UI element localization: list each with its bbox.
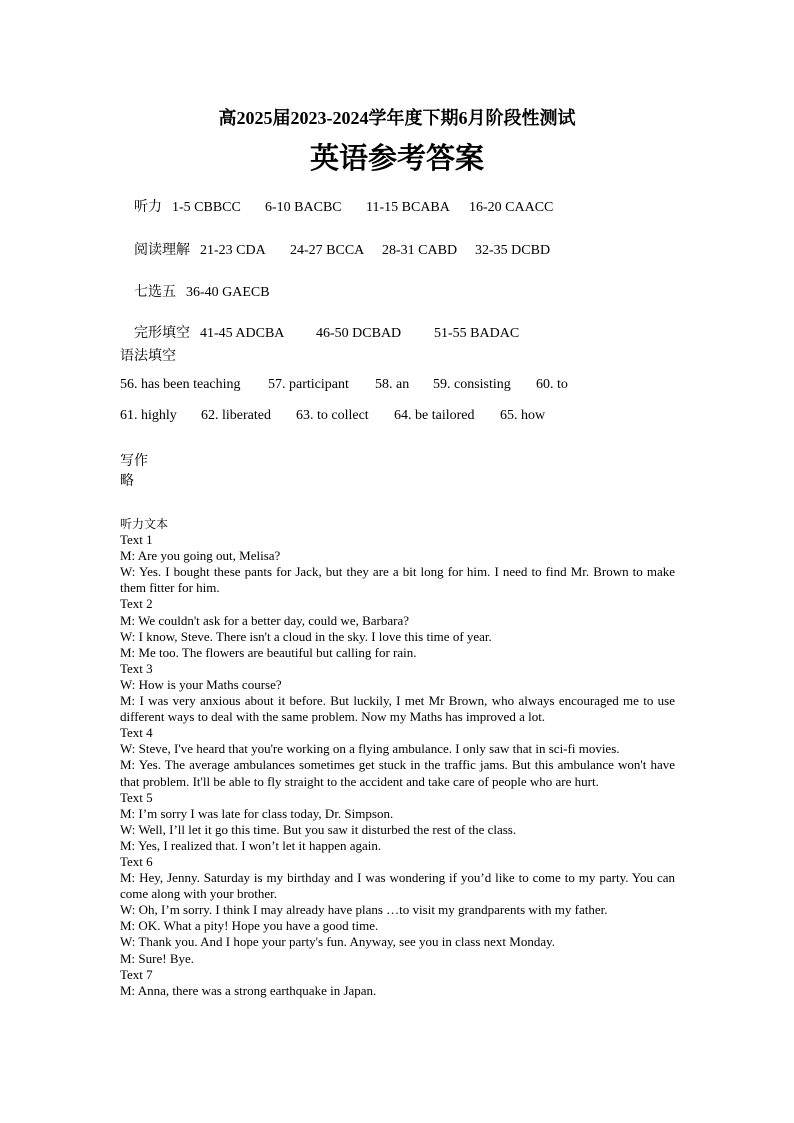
grammar-answer: 64. be tailored — [394, 408, 475, 423]
grammar-answer: 60. to — [536, 377, 568, 392]
transcript-line: M: Yes, I realized that. I won’t let it happen again. — [120, 837, 382, 853]
transcript-line: Text 4 — [120, 725, 153, 741]
document-title: 英语参考答案 — [309, 143, 484, 175]
answer-group: 16-20 CAACC — [469, 200, 554, 215]
writing-value: 略 — [120, 474, 134, 489]
answer-group: 24-27 BCCA — [290, 243, 365, 258]
answer-group: 21-23 CDA — [200, 243, 266, 258]
transcript-line: M: Yes. The average ambulances sometimes get stuck in the traffic jams. But this ambulance won't have that problem. It'll be able to fly straight to the accident and take care of people who are hurt. — [120, 757, 675, 789]
answer-group: 6-10 BACBC — [265, 200, 342, 215]
grammar-answer: 58. an — [375, 377, 410, 392]
grammar-answer: 65. how — [500, 408, 546, 423]
answer-group: 51-55 BADAC — [434, 326, 520, 341]
grammar-answer: 59. consisting — [433, 377, 511, 392]
transcript-line: W: Steve, I've heard that you're working on a flying ambulance. I only saw that in sci-fi movies. — [120, 741, 620, 757]
answer-group: 28-31 CABD — [382, 243, 458, 258]
exam-title: 高2025届2023-2024学年度下期6月阶段性测试 — [218, 108, 576, 128]
answer-group: 46-50 DCBAD — [316, 326, 402, 341]
transcript-line: W: Oh, I’m sorry. I think I may already have plans …to visit my grandparents with my father. — [120, 902, 608, 918]
transcript-heading: 听力文本 — [120, 517, 169, 531]
grammar-answer: 62. liberated — [201, 408, 271, 423]
transcript-line: Text 1 — [120, 532, 153, 548]
answer-group: 11-15 BCABA — [366, 200, 450, 215]
transcript-line: Text 3 — [120, 660, 153, 676]
transcript-line: Text 2 — [120, 596, 153, 612]
transcript-line: M: Anna, there was a strong earthquake in Japan. — [120, 982, 377, 998]
answer-group: 32-35 DCBD — [475, 243, 551, 258]
transcript-line: Text 5 — [120, 789, 153, 805]
answer-group: 1-5 CBBCC — [172, 200, 241, 215]
transcript-line: M: OK. What a pity! Hope you have a good time. — [120, 918, 379, 934]
answer-group: 41-45 ADCBA — [200, 326, 285, 341]
seven-choose-five-label: 七选五 — [134, 285, 176, 300]
transcript-line: M: Me too. The flowers are beautiful but calling for rain. — [120, 644, 417, 660]
transcript-line: W: Well, I’ll let it go this time. But you saw it disturbed the rest of the class. — [120, 821, 517, 837]
writing-label: 写作 — [120, 454, 148, 469]
reading-label: 阅读理解 — [134, 243, 190, 258]
cloze-label: 完形填空 — [134, 326, 190, 341]
transcript-line: Text 7 — [120, 966, 153, 982]
transcript-line: W: I know, Steve. There isn't a cloud in the sky. I love this time of year. — [120, 628, 492, 644]
grammar-answer: 57. participant — [268, 377, 349, 392]
cloze-answers — [120, 307, 519, 361]
transcript-line: M: Are you going out, Melisa? — [120, 548, 281, 564]
grammar-answer: 56. has been teaching — [120, 377, 241, 392]
transcript-line: M: We couldn't ask for a better day, could we, Barbara? — [120, 612, 409, 628]
transcript-line: M: Hey, Jenny. Saturday is my birthday and I was wondering if you’d like to come to my party. You can come along with your brother. — [120, 870, 675, 902]
grammar-answer: 63. to collect — [296, 408, 369, 423]
listening-transcript — [120, 516, 675, 999]
transcript-line: W: Yes. I bought these pants for Jack, but they are a bit long for him. I need to find Mr. Brown to make them fitter for him. — [120, 564, 675, 596]
transcript-line: M: I was very anxious about it before. But luckily, I met Mr Brown, who always encouraged me to use different ways to deal with the same problem. Now my Maths has improved a lot. — [120, 693, 675, 725]
transcript-line: M: Sure! Bye. — [120, 950, 195, 966]
grammar-label: 语法填空 — [120, 349, 176, 364]
answer-group: 36-40 GAECB — [186, 285, 270, 300]
transcript-line: W: How is your Maths course? — [120, 676, 282, 692]
transcript-line: M: I’m sorry I was late for class today, Dr. Simpson. — [120, 805, 394, 821]
transcript-line: Text 6 — [120, 853, 153, 869]
grammar-answer: 61. highly — [120, 408, 177, 423]
transcript-line: W: Thank you. And I hope your party's fun. Anyway, see you in class next Monday. — [120, 934, 555, 950]
listening-label: 听力 — [134, 200, 162, 215]
